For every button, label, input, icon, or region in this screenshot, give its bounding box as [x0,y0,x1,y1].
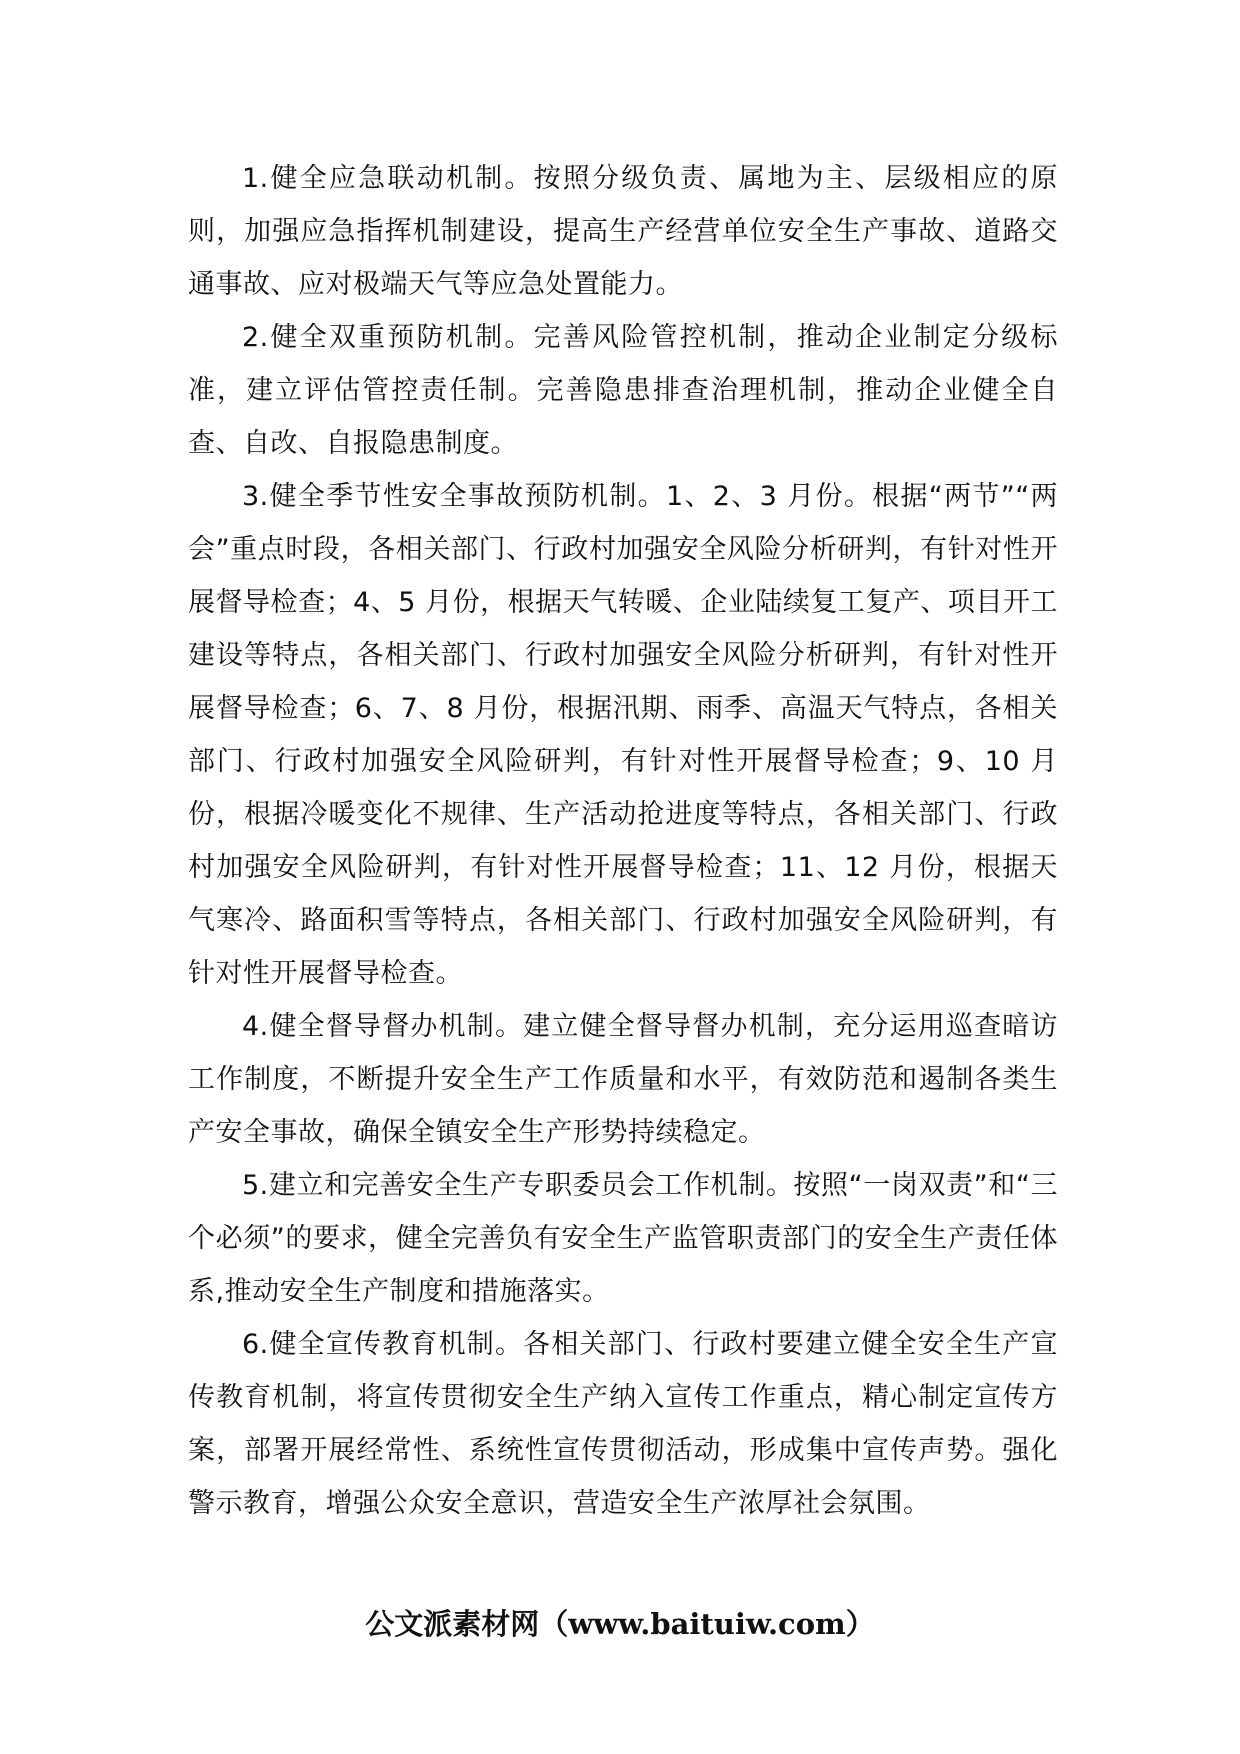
footer-watermark: 公文派素材网（www.baituiw.com） [365,1607,875,1641]
paragraph-4: 4.健全督导督办机制。建立健全督导督办机制，充分运用巡查暗访工作制度，不断提升安全生产工作质量和水平，有效防范和遏制各类生产安全事故，确保全镇安全生产形势持续稳定。 [188,1011,1058,1148]
document-body [188,152,1058,1530]
paragraph-6: 6.健全宣传教育机制。各相关部门、行政村要建立健全安全生产宣传教育机制，将宣传贯彻安全生产纳入宣传工作重点，精心制定宣传方案，部署开展经常性、系统性宣传贯彻活动，形成集中宣传声势。强化警示教育，增强公众安全意识，营造安全生产浓厚社会氛围。 [188,1329,1058,1519]
paragraph-1: 1.健全应急联动机制。按照分级负责、属地为主、层级相应的原则，加强应急指挥机制建设，提高生产经营单位安全生产事故、道路交通事故、应对极端天气等应急处置能力。 [188,163,1058,300]
paragraph-5: 5.建立和完善安全生产专职委员会工作机制。按照“一岗双责”和“三个必须”的要求，健全完善负有安全生产监管职责部门的安全生产责任体系,推动安全生产制度和措施落实。 [188,1170,1058,1307]
paragraph-2: 2.健全双重预防机制。完善风险管控机制，推动企业制定分级标准，建立评估管控责任制。完善隐患排查治理机制，推动企业健全自查、自改、自报隐患制度。 [188,322,1058,459]
paragraph-3: 3.健全季节性安全事故预防机制。1、2、3 月份。根据“两节”“两会”重点时段，各相关部门、行政村加强安全风险分析研判，有针对性开展督导检查；4、5 月份，根据天气转暖、企业陆续复工复产、项目开工建设等特点，各相关部门、行政村加强安全风险分析研判，有针对性开展督导检查；6、7、8 月份，根据汛期、雨季、高温天气特点，各相关部门、行政村加强安全风险研判，有针对性开展督导检查；9、10 月份，根据冷暖变化不规律、生产活动抢进度等特点，各相关部门、行政村加强安全风险研判，有针对性开展督导检查；11、12 月份，根据天气寒冷、路面积雪等特点，各相关部门、行政村加强安全风险研判，有针对性开展督导检查。 [188,481,1058,989]
